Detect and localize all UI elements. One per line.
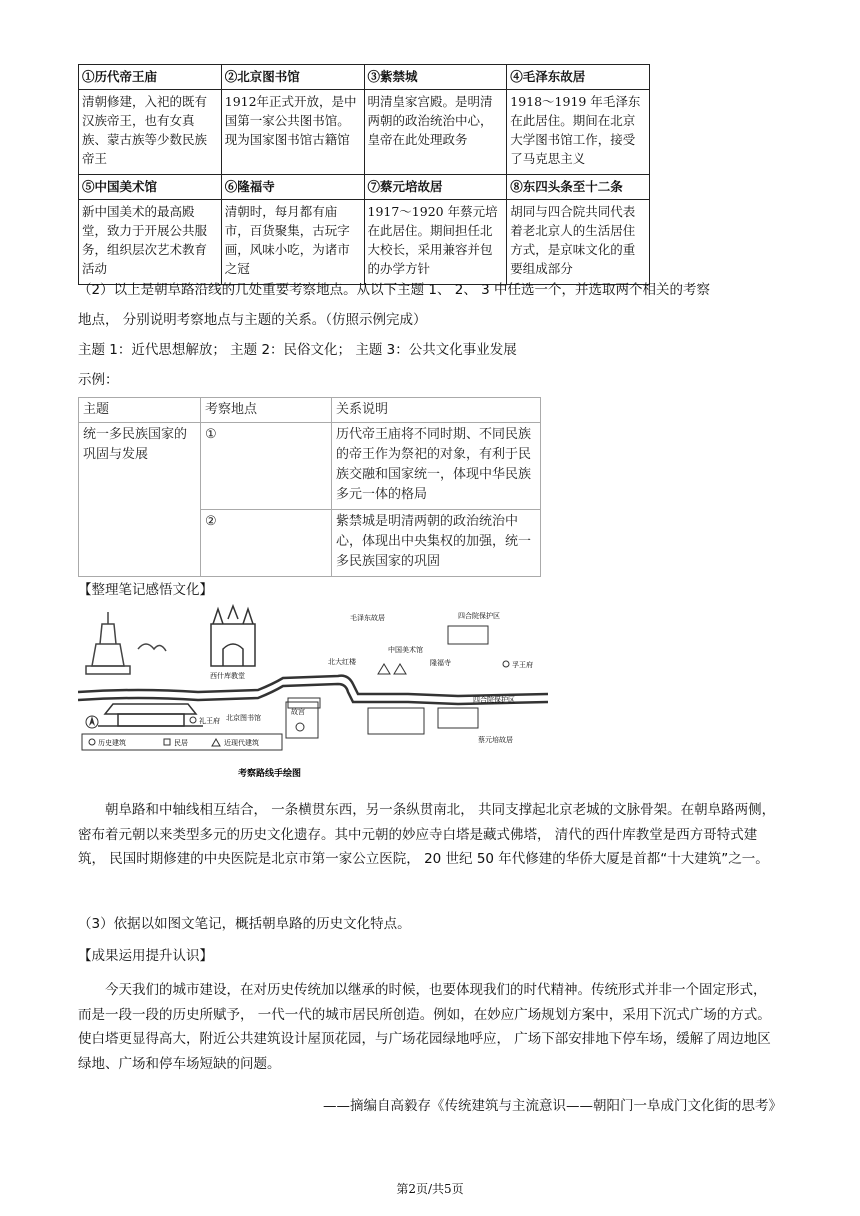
page-footer: 第2页/共5页 bbox=[396, 1182, 464, 1196]
north-arrow-icon bbox=[86, 716, 98, 728]
table-header-row bbox=[79, 398, 541, 423]
table-cell: ⑥隆福寺 bbox=[221, 175, 364, 200]
legend-item: 历史建筑 bbox=[98, 739, 126, 747]
label-siheyuan1: 四合院保护区 bbox=[458, 612, 500, 620]
church-sketch bbox=[211, 606, 255, 666]
table-cell: 清朝修建，入祀的既有汉族帝王，也有女真族、蒙古族等少数民族帝王 bbox=[79, 90, 222, 175]
table-cell: 明清皇家宫殿。是明清两朝的政治统治中心，皇帝在此处理政务 bbox=[364, 90, 507, 175]
theme-cell: 统一多民族国家的巩固与发展 bbox=[79, 423, 201, 577]
table-cell: ④毛泽东故居 bbox=[507, 65, 650, 90]
map-legend bbox=[82, 734, 282, 750]
table-cell: ③紫禁城 bbox=[364, 65, 507, 90]
legend-circle-icon bbox=[89, 739, 95, 745]
example-label: 示例： bbox=[78, 372, 119, 388]
q2-themes: 主题 1：近代思想解放； 主题 2：民俗文化； 主题 3：公共文化事业发展 bbox=[78, 342, 517, 358]
source-citation: ——摘编自高毅存《传统建筑与主流意识——朝阳门一阜成门文化街的思考》 bbox=[323, 1098, 782, 1114]
table-cell: ①历代帝王庙 bbox=[79, 65, 222, 90]
label-guojia: 北京图书馆 bbox=[226, 714, 261, 722]
fuwangfu-circle-icon bbox=[503, 661, 509, 667]
q2-line2: 地点， 分别说明考察地点与主题的关系。（仿照示例完成） bbox=[78, 312, 427, 328]
triangle-icon bbox=[378, 664, 390, 674]
notes-heading: 【整理笔记感悟文化】 bbox=[78, 582, 213, 598]
q3-line: （3）依据以如图文笔记，概括朝阜路的历史文化特点。 bbox=[78, 916, 411, 932]
legend-square-icon bbox=[164, 739, 170, 745]
label-liwangfu: 礼王府 bbox=[199, 717, 220, 725]
sites-table bbox=[78, 64, 650, 285]
example-table bbox=[78, 397, 541, 577]
table-row bbox=[79, 423, 541, 510]
label-caiyuanpei: 蔡元培故居 bbox=[478, 736, 513, 744]
table-row bbox=[79, 175, 650, 200]
gate-sketch bbox=[98, 704, 203, 726]
table-cell: 胡同与四合院共同代表着老北京人的生活居住方式，是京味文化的重要组成部分 bbox=[507, 200, 650, 285]
paragraph-1: 朝阜路和中轴线相互结合， 一条横贯东西，另一条纵贯南北， 共同支撑起北京老城的文脉骨架。在朝阜路两侧， 密布着元朝以来类型多元的历史文化遗存。其中元朝的妙应寺白塔是藏式佛塔， 清代的西什库教堂是西方哥特式建筑， 民国时期修建的中央医院是北京市第一家公立医院， 20 世纪 50 年代修建的华侨大厦是首都“十大建筑”之一。 bbox=[78, 802, 776, 867]
library-marker bbox=[288, 698, 320, 708]
label-siheyuan2: 四合院保护区 bbox=[473, 696, 515, 704]
table-cell: ②北京图书馆 bbox=[221, 65, 364, 90]
header-theme: 主题 bbox=[79, 398, 201, 423]
table-cell: ⑧东四头条至十二条 bbox=[507, 175, 650, 200]
q2-line1: （2）以上是朝阜路沿线的几处重要考察地点。从以下主题 1、 2、 3 中任选一个，并选取两个相关的考察 bbox=[78, 282, 711, 298]
desc-cell: 历代帝王庙将不同时期、不同民族的帝王作为祭祀的对象，有利于民族交融和国家统一，体现中华民族多元一体的格局 bbox=[332, 423, 541, 510]
liwangfu-circle-icon bbox=[190, 717, 196, 723]
legend-triangle-icon bbox=[212, 739, 220, 746]
table-cell: 1912年正式开放，是中国第一家公共图书馆。现为国家图书馆古籍馆 bbox=[221, 90, 364, 175]
table-row bbox=[79, 65, 650, 90]
triangle-icon bbox=[394, 664, 406, 674]
site-cell: ① bbox=[201, 423, 332, 510]
site-cell: ② bbox=[201, 510, 332, 577]
label-beida: 北大红楼 bbox=[328, 658, 356, 666]
table-cell: ⑦蔡元培故居 bbox=[364, 175, 507, 200]
table-row bbox=[79, 200, 650, 285]
result-heading: 【成果运用提升认识】 bbox=[78, 948, 213, 964]
header-site: 考察地点 bbox=[201, 398, 332, 423]
table-cell: ⑤中国美术馆 bbox=[79, 175, 222, 200]
table-row bbox=[79, 90, 650, 175]
route-map bbox=[78, 604, 548, 784]
label-longfusi: 隆福寺 bbox=[430, 659, 451, 667]
table-cell: 1917～1920 年蔡元培在此居住。期间担任北大校长，采用兼容并包的办学方针 bbox=[364, 200, 507, 285]
label-gugong: 故宫 bbox=[291, 708, 305, 716]
map-caption: 考察路线手绘图 bbox=[238, 769, 302, 779]
gugong-circle-icon bbox=[296, 723, 304, 731]
legend-item: 民居 bbox=[174, 739, 188, 747]
building-sketch bbox=[368, 708, 424, 734]
label-xishiku: 西什库教堂 bbox=[210, 672, 245, 680]
siheyuan-sketch bbox=[438, 708, 478, 728]
table-cell: 1918～1919 年毛泽东在此居住。期间在北京大学图书馆工作，接受了马克思主义 bbox=[507, 90, 650, 175]
header-relation: 关系说明 bbox=[332, 398, 541, 423]
siheyuan-sketch bbox=[448, 626, 488, 644]
label-fuwangfu: 孚王府 bbox=[512, 661, 533, 669]
desc-cell: 紫禁城是明清两朝的政治统治中心，体现出中央集权的加强，统一多民族国家的巩固 bbox=[332, 510, 541, 577]
table-cell: 新中国美术的最高殿堂，致力于开展公共服务，组织层次艺术教育活动 bbox=[79, 200, 222, 285]
paragraph-2: 今天我们的城市建设，在对历史传统加以继承的时候，也要体现我们的时代精神。传统形式并非一个固定形式， 而是一段一段的历史所赋予， 一代一代的城市居民所创造。例如，在妙应广场规划方案中，采用下沉式广场的方式。使白塔更显得高大，附近公共建筑设计屋顶花园，与广场花园绿地呼应， 广场下部安排地下停车场，缓解了周边地区绿地、广场和停车场短缺的问题。 bbox=[78, 982, 771, 1072]
label-meishuguan: 中国美术馆 bbox=[388, 646, 423, 654]
label-maozedong: 毛泽东故居 bbox=[350, 614, 385, 622]
table-cell: 清朝时，每月都有庙市，百货聚集，古玩字画，风味小吃，为诸市之冠 bbox=[221, 200, 364, 285]
white-pagoda-sketch bbox=[86, 612, 166, 674]
legend-item: 近现代建筑 bbox=[224, 739, 259, 747]
